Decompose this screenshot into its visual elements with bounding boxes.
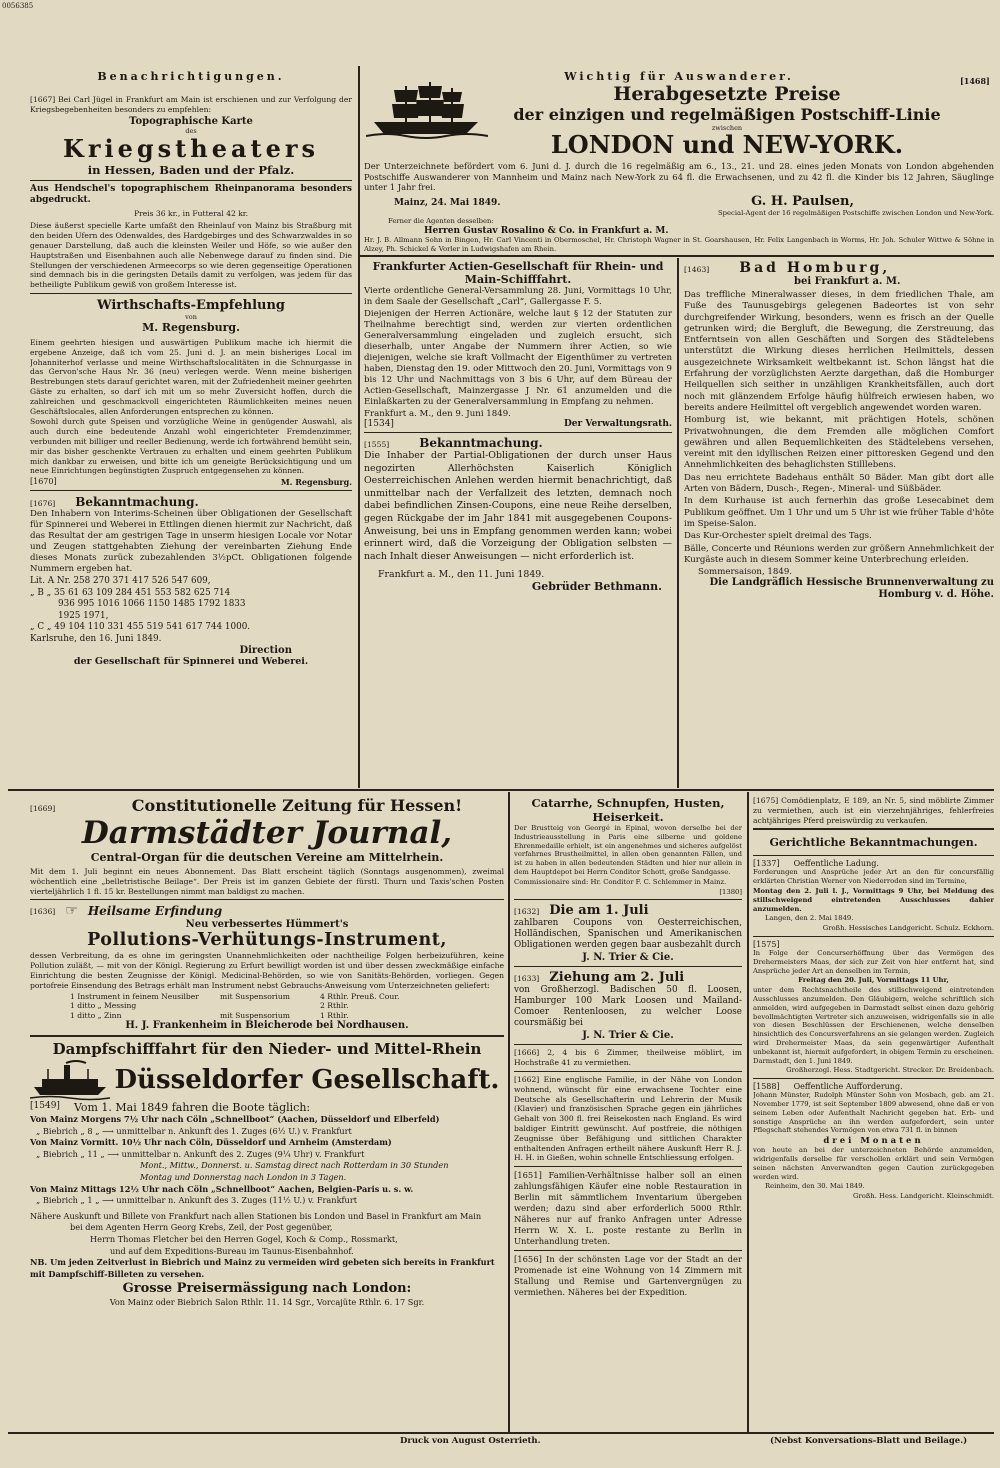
pollution-sign: H. J. Frankenheim in Bleicherode bei Nordhausen.	[125, 1020, 409, 1032]
timetable-line-6: Montag und Donnerstag nach London in 3 Tagen.	[140, 1172, 347, 1183]
partial-body: Die Inhaber der Partial-Obligationen der durch unser Haus negozirten Allerhöchsten Kaiserlich Königlich Oesterreichischen Anlehen werden hiermit benachrichtigt, daß unmittelbar nach der Verfallzeit des letzten, demnach noch dabei befindlichen Zinsen-Coupons, eine neue Reihe derselben, gegen Rückgabe der im Jahr 1841 mit ausgegebenen Coupons-Anweisung, bei uns in Empfang genommen werden kann; wobei erinnert wird, daß die Vorzeigung der Obligation selbsten — nach Inhalt dieser Anweisungen — nicht erforderlich ist.	[364, 450, 672, 562]
homburg-sub: bei Frankfurt a. M.	[794, 276, 901, 287]
partial-title: Bekanntmachung.	[419, 436, 543, 450]
small-ad-wohnung: [1656] In der schönsten Lage vor der Stadt an der Promenade ist eine Wohnung von 14 Zimmern mit Stallung und Remise und Gartenvergnügen zu vermiethen. Näheres bei der Expedition.	[514, 1254, 742, 1298]
actien-body-2: Diejenigen der Herren Actionäre, welche laut § 12 der Statuten zur Theilnahme berechtigt sind, werden zur vierten ordentlichen Generalversammlung eingeladen und zugleich ersucht, sich dieserhalb, unter Angabe der Nummern ihrer Actien, so wie diejenigen, welche sie kraft Vollmacht der Eigenthümer zu vertreten haben, Dienstag den 19. oder Mittwoch den 20. Juni, Vormittags von 9 bis 12 Uhr und Nachmittags von 3 bis 6 Uhr, auf dem Büreau der Actien-Gesellschaft, Mainzergasse J Nr. 61 anzumelden und die Einlaßkarten zu der Generalversammlung in Empfang zu nehmen.	[364, 309, 672, 407]
partial-date: Frankfurt a. M., den 11. Juni 1849.	[378, 569, 545, 581]
instrument-row-2: 1 ditto „ Messing	[70, 1001, 137, 1011]
gericht-s1: Großh. Hessisches Landgericht. Schulz. Eckhorn.	[822, 924, 994, 933]
pollution-ref: [1636]	[30, 906, 56, 916]
juli-ref: [1632]	[514, 907, 540, 917]
small-ad-comoedienplatz: [1675] Comödienplatz, E 189, an Nr. 5, sind möblirte Zimmer zu vermiethen, auch ist ein vierzehnjähriges, fehlerfreies achtjähriges Pferd preiswürdig zu verkaufen.	[753, 796, 994, 825]
actien-date: Frankfurt a. M., den 9. Juni 1849.	[364, 409, 511, 419]
dampf-discount: Grosse Preisermässigung nach London:	[122, 1281, 412, 1297]
lot-numbers-a: Lit. A Nr. 258 270 371 417 526 547 609,	[30, 576, 211, 587]
gericht-b1: Forderungen und Ansprüche jeder Art an den für concursfällig erklärten Christian Werner von Niederroden sind im Termine,	[753, 868, 994, 886]
homburg-notice	[684, 260, 994, 788]
catarrhe-ref: [1380]	[719, 887, 742, 896]
spinnerei-sign-1: Direction	[239, 645, 292, 657]
lot-numbers-b2: 936 995 1016 1066 1150 1485 1792 1833	[58, 599, 246, 610]
instrument-row-3: 1 ditto „ Zinn	[70, 1010, 122, 1020]
instrument-price-1: 4 Rthlr. Preuß. Cour.	[320, 991, 400, 1001]
agents-list: Hr. J. B. Allmann Sohn in Bingen, Hr. Carl Vincenti in Obermoschel, Hr. Christoph Wagner in St. Goarshausen, Hr. Felix Langenbach in Worms, Hr. Joh. Schuler Wittwe & Söhne in Alzey, Ph. Schickel & Vorler in Ludwigshafen am Rhein.	[364, 236, 994, 253]
emigrant-notice	[364, 70, 994, 256]
instrument-row-1: 1 Instrument in feinem Neusilber	[70, 991, 199, 1001]
wirthschaft-name: M. Regensburg.	[142, 320, 240, 334]
emigrant-date: Mainz, 24. Mai 1849.	[394, 197, 501, 208]
emigrant-title-3: LONDON und NEW-YORK.	[550, 130, 904, 159]
section-heading: Benachrichtigungen.	[97, 70, 285, 83]
timetable-line-2: „ Biebrich „ 8 „ ⟶ unmittelbar n. Ankunft des 1. Zuges (6½ U.) v. Frankfurt	[36, 1125, 352, 1136]
emigrant-zwischen: zwischen	[711, 124, 743, 132]
column-rule	[677, 258, 679, 788]
journal-top: Constitutionelle Zeitung für Hessen!	[131, 796, 463, 815]
column-rule	[508, 792, 510, 1432]
gericht-s2: Großherzogl. Hess. Stadtgericht. Strecker. Dr. Breidenbach.	[786, 1066, 994, 1075]
agents-intro: Ferner die Agenten desselben:	[388, 217, 494, 226]
catarrhe-title: Catarrhe, Schnupfen, Husten, Heiserkeit.	[531, 796, 725, 824]
juli-title: Die am 1. Juli	[549, 903, 649, 919]
dampf-nb: NB. Um jeden Zeitverlust in Biebrich und Mainz zu vermeiden wird gebeten sich bereits in Frankfurt mit Dampfschiff-Billeten zu versehen.	[30, 1257, 495, 1279]
printer-line: Druck von August Osterrieth.	[400, 1436, 541, 1446]
wirthschaft-body-2: Sowohl durch gute Speisen und vorzügliche Weine in genügender Auswahl, als auch durch eine bedeutende Anzahl wohl eingerichteter Fremdenzimmer, verbunden mit billiger und reeller Bedienung, werde ich fortwährend bemüht sein, mir das bisher geschenkte Vertrauen zu erhalten und einem geehrten Publikum mich dankbar zu erweisen, und bitte ich um geneigte Berücksichtigung und um neue Einrichtungen begünstigten Zuspruch entgegensehen zu können.	[30, 417, 352, 476]
gericht-b3c: Reinheim, den 30. Mai 1849.	[765, 1182, 865, 1191]
juli-body: zahlbaren Coupons von Oesterreichischen, Holländischen, Spanischen und Amerikanischen Obligationen werden gegen baar ausbezahlt durch	[514, 918, 742, 951]
journal-title: Darmstädter Journal,	[81, 815, 453, 851]
notice-subtitle: Topographische Karte	[129, 115, 253, 127]
notice-des: des	[185, 126, 197, 135]
emigrant-title-1: Herabgesetzte Preise	[613, 83, 841, 105]
small-ad-restauration: [1651] Familien-Verhältnisse halber soll an einen zahlungsfähigen Käufer eine noble Restauration in Berlin mit sämmtlichem Inventarium übergeben werden; dazu sind aber erforderlich 5000 Rthlr. Näheres nur auf franko Anfragen unter Adresse Herrn W. X. L. poste restante zu Berlin in Unterhandlung treten.	[514, 1170, 742, 1247]
ziehung-sign: J. N. Trier & Cie.	[582, 1030, 674, 1042]
gericht-ref-2: [1575]	[753, 939, 780, 949]
instrument-price-3: 1 Rthlr.	[320, 1010, 349, 1020]
spinnerei-body: Den Inhabern von Interims-Scheinen über Obligationen der Gesellschaft für Spinnerei und Weberei in Ettlingen dienen hiermit zur Nachricht, daß das Resultat der am gestrigen Tage in unserm hiesigen Locale vor Notar und Zeugen stattgehabten Ziehung der vereinbarten Ziehung Ende dieses Monats zurück zubezahlenden 3½pCt. Obligationen folgende Nummern ergeben hat.	[30, 509, 352, 575]
agents-main: Herren Gustav Rosalino & Co. in Frankfurt a. M.	[424, 226, 669, 237]
lot-numbers-b3: 1925 1971,	[58, 610, 109, 621]
gericht-b3b: von heute an bei der unterzeichneten Behörde anzumelden, widrigenfalls derselbe für verschollen erklärt und sein Vermögen seinen nächsten Anverwandten gegen Caution zurückgegeben werden wird.	[753, 1146, 994, 1181]
section-rule	[8, 1432, 994, 1434]
actien-body: Vierte ordentliche General-Versammlung 28. Juni, Vormittags 10 Uhr, in dem Saale der Gesellschaft „Carl“, Gallergasse F. 5.	[364, 286, 672, 307]
dampf-info-3: Herrn Thomas Fletcher bei den Herren Gogel, Koch & Comp., Rossmarkt,	[90, 1234, 398, 1245]
emigrant-sign-sub: Special-Agent der 16 regelmäßigen Postschiffe zwischen London und New-York.	[718, 208, 994, 217]
dampf-info-4: und auf dem Expeditions-Bureau im Taunus-Eisenbahnhof.	[110, 1245, 354, 1256]
gericht-ref-3: [1588]	[753, 1082, 780, 1092]
partial-ref: [1555]	[364, 440, 390, 449]
steamboat-icon	[30, 1059, 110, 1101]
dampf-title-1: Dampfschifffahrt für den Nieder- und Mittel-Rhein	[52, 1040, 482, 1059]
pollution-title: Pollutions-Verhütungs-Instrument,	[87, 930, 447, 951]
gericht-t3: Oeffentliche Aufforderung.	[793, 1082, 903, 1092]
dampf-info-1: Nähere Auskunft und Billete von Frankfurt nach allen Stationen bis London und Basel in Frankfurt am Main	[30, 1210, 482, 1221]
homburg-p3: Das neu errichtete Badehaus enthält 50 Bäder. Man gibt dort alle Arten von Bädern, Dusch-, Regen-, Mineral- und Süßbäder.	[684, 472, 994, 495]
dampf-intro: Vom 1. Mai 1849 fahren die Boote täglich:	[73, 1101, 311, 1115]
wirthschaft-von: von	[185, 312, 197, 321]
instrument-susp-3: mit Suspensorium	[220, 1010, 290, 1020]
homburg-p4: In dem Kurhause ist auch fernerhin das große Lesecabinet dem Publikum geöffnet. Um 1 Uhr und um 5 Uhr ist wie früher Table d'hôte im Speise-Salon.	[684, 496, 994, 529]
gericht-b2c: unter dem Rechtsnachtheile des stillschweigend eintretenden Ausschlusses anzumelden. Den Gläubigern, welche schriftlich sich anmelden, wird aufgegeben in Darmstadt selbst einen dazu gehörig bevollmächtigten Vertreter sich anzuweisen, widrigenfalls sie in alle von diesen Beschlüssen der Erschienenen, welche denselben hinsichtlich des Concursverfahrens an sie gelangen werden. Zugleich wird Drehermeister Maas, da sein gegenwärtiger Aufenthalt unbekannt ist, hiermit aufgefordert, in obigem Termin zu erscheinen. Darmstadt, den 1. Juni 1849.	[753, 986, 994, 1065]
spinnerei-ref: [1676]	[30, 499, 56, 509]
wirthschaft-body: Einem geehrten hiesigen und auswärtigen Publikum mache ich hiermit die ergebene Anzeige, daß ich vom 25. Juni d. J. an mein bisheriges Local im Johanniterhof verlasse und meine Wirthschaftslocalitäten in die Schnurgasse in das Gervon'sche Haus Nr. 36 (neu) verlegen werde. Wenn meine bisherigen Bestrebungen stets darauf gerichtet waren, mit der Zufriedenheit meiner geehrten Gäste zu erhalten, so darf ich mit um so mehr Zuversicht hoffen, durch die zahlreichen und geschmackvoll eingerichteten Räumlichkeiten meines neuen Geschäftslocales, allen Anforderungen entsprechen zu können.	[30, 337, 352, 416]
supplement-note: (Nebst Konversations-Blatt und Beilage.)	[770, 1436, 968, 1446]
journal-body: Mit dem 1. Juli beginnt ein neues Abonnement. Das Blatt erscheint täglich (Sonntags ausgenommen), zweimal wöchentlich eine „belletristische Beilage“. Der Preis ist im ganzen Gebiete der fürstl. Thurn und Taxis'schen Posten vierteljährlich 1 fl. 15 kr. Bestellungen nimmt man baldigst zu machen.	[30, 867, 504, 896]
gericht-title: Gerichtliche Bekanntmachungen.	[769, 836, 978, 850]
homburg-title: Bad Homburg,	[739, 260, 891, 276]
notice-intro: [1667] Bei Carl Jügel in Frankfurt am Main ist erschienen und zur Verfolgung der Kriegsbegebenheiten besonders zu empfehlen:	[30, 95, 352, 114]
homburg-p6: Bälle, Concerte und Réunions werden zur größern Annehmlichkeit der Kurgäste auch in diesem Sommer keine Unterbrechung erleiden.	[684, 543, 994, 565]
lot-numbers-b: „ B „ 35 61 63 109 284 451 553 582 625 714	[30, 587, 231, 598]
wirthschaft-title: Wirthschafts-Empfehlung	[96, 297, 286, 313]
homburg-sign: Die Landgräflich Hessische Brunnenverwaltung zu Homburg v. d. Höhe.	[709, 577, 994, 601]
pollution-body: dessen Verbreitung, da es ohne im geringsten Unannehmlichkeiten oder nachtheilige Folgen herbeizuführen, keine Pollution zuläßt, — mit von der Königl. Regierung zu Erfurt bewilligt worden ist und über dessen zweckmäßige einfache Einrichtung die besten Zeugnisse der Königl. Medicinal-Behörden, so wie von Sanitäts-Behörden, vorliegen. Gegen portofreie Einsendung des Betrags erhält man Instrument nebst Gebrauchs-Anweisung vom Unterzeichneten geliefert:	[30, 951, 504, 990]
page-number: [1468]	[960, 76, 990, 86]
pointing-hand-icon: ☞	[65, 903, 78, 920]
actien-ref: [1534]	[364, 419, 394, 429]
gericht-b3: Johann Münster, Rudolph Münster Sohn von Mosbach, geb. am 21. November 1779, ist seit September 1809 abwesend, ohne daß er von seinem Leben oder Aufenthalt Nachricht gegeben hat. Erb- und sonstige Ansprüche an ihn werden aufgefordert, sein unter Pflegschaft stehendes Vermögen von etwa 731 fl. in binnen	[753, 1091, 994, 1135]
price-line: Preis 36 kr., in Futteral 42 kr.	[133, 208, 249, 218]
timetable-line-1: Von Mainz Morgens 7½ Uhr nach Cöln „Schnellboot“ (Aachen, Düsseldorf und Elberfeld)	[30, 1114, 440, 1125]
left-column	[30, 70, 352, 790]
gericht-s3: Großh. Hess. Landgericht. Kleinschmidt.	[853, 1192, 994, 1201]
emigrant-sign: G. H. Paulsen,	[751, 193, 854, 209]
spinnerei-title: Bekanntmachung.	[75, 495, 199, 510]
dampf-title-2: Düsseldorfer Gesellschaft.	[114, 1065, 500, 1096]
gericht-b1c: Langen, den 2. Mai 1849.	[765, 914, 854, 923]
wirthschaft-sign: M. Regensburg.	[280, 477, 352, 488]
journal-organ: Central-Organ für die deutschen Vereine am Mittelrhein.	[90, 851, 444, 864]
bottom-middle-column	[514, 796, 742, 1426]
middle-column	[364, 260, 672, 788]
region-line: in Hessen, Baden und der Pfalz.	[87, 162, 295, 177]
lot-numbers-c: „ C „ 49 104 110 331 455 519 541 617 744 1000.	[30, 622, 251, 633]
bottom-left-column	[30, 796, 504, 1426]
emigrant-title-2: der einzigen und regelmäßigen Postschiff-Linie	[513, 105, 941, 124]
archive-tag: 0056385	[2, 2, 34, 10]
source-line: Aus Hendschel's topographischem Rheinpanorama besonders abgedruckt.	[30, 183, 352, 205]
juli-sign: J. N. Trier & Cie.	[582, 952, 674, 964]
gericht-t3b: drei Monaten	[823, 1136, 924, 1147]
timetable-line-8: „ Biebrich „ 1 „ ⟶ unmittelbar n. Ankunft des 3. Zuges (11½ U.) v. Frankfurt	[36, 1195, 358, 1206]
gericht-ref-1: [1337]	[753, 859, 780, 869]
pollution-hand-title: Heilsame Erfindung	[87, 904, 223, 919]
dampf-prices: Von Mainz oder Biebrich Salon Rthlr. 11. 14 Sgr., Vorcajüte Rthlr. 6. 17 Sgr.	[109, 1297, 425, 1308]
gericht-t1: Oeffentliche Ladung.	[793, 859, 879, 869]
map-description: Diese äußerst specielle Karte umfaßt den Rheinlauf von Mainz bis Straßburg mit den beiden Ufern des Odenwaldes, des Hardgebirges und des Schwarzwaldes in so genauer Darstellung, daß auch die kleinsten Weiler und Höfe, so wie außer den Hauptstraßen und Eisenbahnen auch alle Nebenwege darauf zu finden sind. Die Stellungen der verschiedenen Armeecorps so wie deren gegenseitige Operationen sind demnach bis in die geringsten Details damit zu verfolgen, was jedem für das betheiligte Publikum gewiß von großem Interesse ist.	[30, 221, 352, 290]
small-ad-rooms: [1666] 2, 4 bis 6 Zimmer, theilweise möblirt, im Hochstraße 41 zu vermiethen.	[514, 1048, 742, 1068]
bottom-right-column	[753, 796, 994, 1426]
small-ad-english-family: [1662] Eine englische Familie, in der Nähe von London wohnend, wünscht für eine erwachsene Tochter eine Deutsche als Gesellschafterin und Lehrerin der Musik (Klavier) und französischen Sprache gegen ein jährliches Gehalt von 300 fl. frei Reisekosten nach England. Es wird baldiger Eintritt gewünscht. Auf postfreie, die nöthigen Zeugnisse über Befähigung und sittlichen Charakter enthaltenden Anfragen ertheilt nähere Auskunft Herr R. J. H. H. in Gießen, wohin schnelle Entschliessung erfolgen.	[514, 1074, 742, 1163]
homburg-ref: [1463]	[684, 265, 710, 274]
ziehung-ref: [1633]	[514, 974, 540, 984]
column-rule	[747, 792, 749, 1432]
gericht-b2b: Freitag den 20. Juli, Vormittags 11 Uhr,	[798, 976, 949, 985]
instrument-susp-1: mit Suspensorium	[220, 991, 290, 1001]
emigrant-heading: Wichtig für Auswanderer.	[564, 70, 794, 83]
kriegstheater-title: Kriegstheaters	[62, 133, 320, 163]
homburg-p5: Das Kur-Orchester spielt dreimal des Tags.	[684, 531, 872, 542]
gericht-b2: In Folge der Concurserhöffnung über das Vermögen des Drehermeisters Maas, der sich zur Zeit von hier entfernt hat, sind Ansprüche jeder Art an denselben im Termin,	[753, 948, 994, 975]
ziehung-title: Ziehung am 2. Juli	[549, 970, 685, 986]
dampf-ref: [1549]	[30, 1101, 60, 1112]
instrument-price-2: 2 Rthlr.	[320, 1001, 349, 1011]
ziehung-body: von Großherzogl. Badischen 50 fl. Loosen, Hamburger 100 Mark Loosen und Mailand-Comoer Rentenloosen, zu welcher Loose coursmäßig bei	[514, 985, 742, 1029]
homburg-p2: Homburg ist, wie bekannt, mit prächtigen Hotels, schönen Privatwohnungen, die dem Fremden alle möglichen Comfort gewähren und allen Bequemlichkeiten des Städtelebens versehen, vereint mit den idyllischen Reizen einer pittoresken Gegend und den Annehmlichkeiten des behaglichsten Stilllebens.	[684, 415, 994, 471]
spinnerei-sign-2: der Gesellschaft für Spinnerei und Weberei.	[73, 656, 309, 668]
actien-sign: Der Verwaltungsrath.	[563, 419, 672, 429]
timetable-line-4: „ Biebrich „ 11 „ ⟶ unmittelbar n. Ankunft des 2. Zuges (9¼ Uhr) v. Frankfurt	[36, 1148, 365, 1159]
timetable-line-7: Von Mainz Mittags 12½ Uhr nach Cöln „Schnellboot“ Aachen, Belgien-Paris u. s. w.	[30, 1183, 414, 1194]
partial-sign: Gebrüder Bethmann.	[531, 580, 662, 594]
catarrhe-agent: Commissionaire sind: Hr. Conditor F. C. Schlemmer in Mainz.	[514, 877, 727, 886]
journal-ref: [1669]	[30, 804, 56, 813]
dampf-info-2: bei dem Agenten Herrn Georg Krebs, Zeil, der Post gegenüber,	[70, 1222, 333, 1233]
column-rule	[358, 66, 360, 788]
homburg-season: Sommersaison, 1849.	[698, 567, 793, 578]
gericht-b1b: Montag den 2. Juli l. J., Vormittags 9 Uhr, bei Meldung des stillschweigend eintretenden Ausschlusses dahier anzumelden.	[753, 886, 994, 913]
pollution-sub: Neu verbessertes Hümmert's	[185, 919, 349, 931]
catarrhe-body: Der Brustteig von Georgé in Epinal, wovon derselbe bei der Industrieausstellung in Paris eine silberne und goldene Ehrenmedaille erhielt, ist ein angenehmes und sicheres aufgelöst verfahrnes Brustheilmittel, in allen oben genannten Fällen, und ist zu haben in allen bedeutenden Städten und hier nur allein in dem Hauptdepot bei Herrn Conditor Schott, große Sandgasse.	[514, 824, 742, 876]
timetable-line-5: Mont., Mittw., Donnerst. u. Samstag direct nach Rotterdam in 30 Stunden	[140, 1160, 449, 1171]
spinnerei-date: Karlsruhe, den 16. Juni 1849.	[30, 633, 162, 644]
emigrant-body: Der Unterzeichnete befördert vom 6. Juni d. J. durch die 16 regelmäßig am 6., 13., 21. und 28. eines jeden Monats von London abgehenden Postschiffe Auswanderer von Mannheim und Mainz nach New-York zu 64 fl. die Erwachsenen, und zu 42 fl. die Kinder bis 12 Jahren, Säuglinge unter 1 Jahr frei.	[364, 161, 994, 192]
wirthschaft-ref: [1670]	[30, 477, 57, 487]
timetable-line-3: Von Mainz Vormitt. 10½ Uhr nach Cöln, Düsseldorf und Arnheim (Amsterdam)	[30, 1137, 392, 1148]
homburg-p1: Das treffliche Mineralwasser dieses, in dem friedlichen Thale, am Fuße des Taunusgebirgs gelegenen Badeortes ist von sehr durchgreifender Wirkung, besonders, wenn es frisch an der Quelle getrunken wird; die Bergluft, die Bewegung, die Zerstreuung, das Entferntsein von allen Geschäften und Sorgen des Städtelebens unterstützt die Wirkung dieses herrlichen Heilmittels, dessen ausgezeichnete Wirksamkeit weltbekannt ist. Schon längst hat die Erfahrung der vorzüglichsten Aerzte dargethan, daß die Homburger Heilquellen sich seither in unzähligen Krankheitsfällen, auch dort noch mit glänzendem Erfolge häufig hülfreich erwiesen haben, wo bereits andere Heilmittel oft vergeblich angewendet worden waren.	[684, 290, 994, 413]
actien-title: Frankfurter Actien-Gesellschaft für Rhein- und Main-Schifffahrt.	[372, 260, 664, 286]
